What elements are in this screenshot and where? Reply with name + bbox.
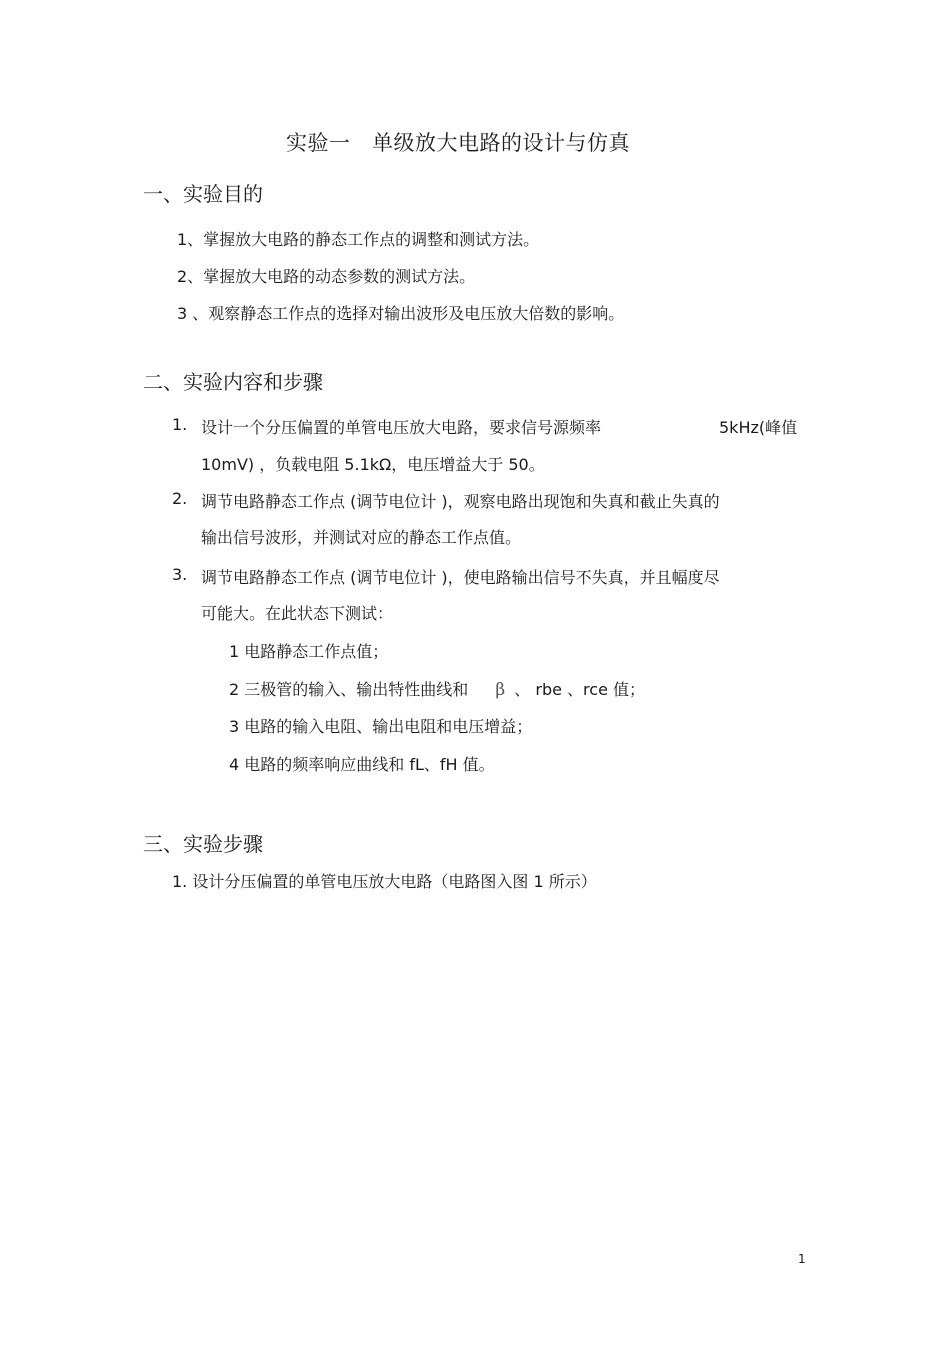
content-item-3-line-2: 可能大。在此状态下测试：: [201, 604, 394, 623]
content-item-2-line-2: 输出信号波形，并测试对应的静态工作点值。: [201, 528, 522, 547]
content-item-2-number: 2.: [172, 489, 188, 508]
test-sub-item-1: 1 电路静态工作点值；: [229, 642, 389, 661]
objective-item-3: 3 、观察静态工作点的选择对输出波形及电压放大倍数的影响。: [177, 304, 625, 323]
content-item-1-line-2: 10mV) ，负载电阻 5.1kΩ，电压增益大于 50。: [201, 455, 545, 474]
content-item-3-number: 3.: [172, 565, 188, 584]
section-heading-content: 二、实验内容和步骤: [143, 370, 323, 394]
content-item-1-line-1-right: 5kHz(峰值: [719, 418, 798, 437]
content-item-3-line-1: 调节电路静态工作点 (调节电位计 )，使电路输出信号不失真，并且幅度尽: [201, 568, 720, 587]
document-title: 实验一 单级放大电路的设计与仿真: [286, 131, 630, 155]
test-sub-item-2: [229, 677, 645, 700]
steps-item-1: 1. 设计分压偏置的单管电压放大电路（电路图入图 1 所示）: [172, 872, 597, 891]
section-heading-steps: 三、实验步骤: [143, 832, 263, 856]
test-sub-item-3: 3 电路的输入电阻、输出电阻和电压增益；: [229, 717, 533, 736]
beta-symbol: β: [495, 680, 506, 700]
content-item-1-line-1: 设计一个分压偏置的单管电压放大电路，要求信号源频率: [201, 418, 602, 437]
section-heading-objectives: 一、实验目的: [143, 182, 263, 206]
test-sub-item-2-tail: 、 rbe 、rce 值；: [514, 680, 646, 699]
test-sub-item-4: 4 电路的频率响应曲线和 fL、fH 值。: [229, 755, 495, 774]
page-number: 1: [798, 1252, 806, 1266]
content-item-1-number: 1.: [172, 415, 188, 434]
objective-item-2: 2、掌握放大电路的动态参数的测试方法。: [177, 267, 476, 286]
objective-item-1: 1、掌握放大电路的静态工作点的调整和测试方法。: [177, 230, 540, 249]
content-item-2-line-1: 调节电路静态工作点 (调节电位计 )，观察电路出现饱和失真和截止失真的: [201, 492, 720, 511]
test-sub-item-2-text: 2 三极管的输入、输出特性曲线和: [229, 680, 469, 699]
